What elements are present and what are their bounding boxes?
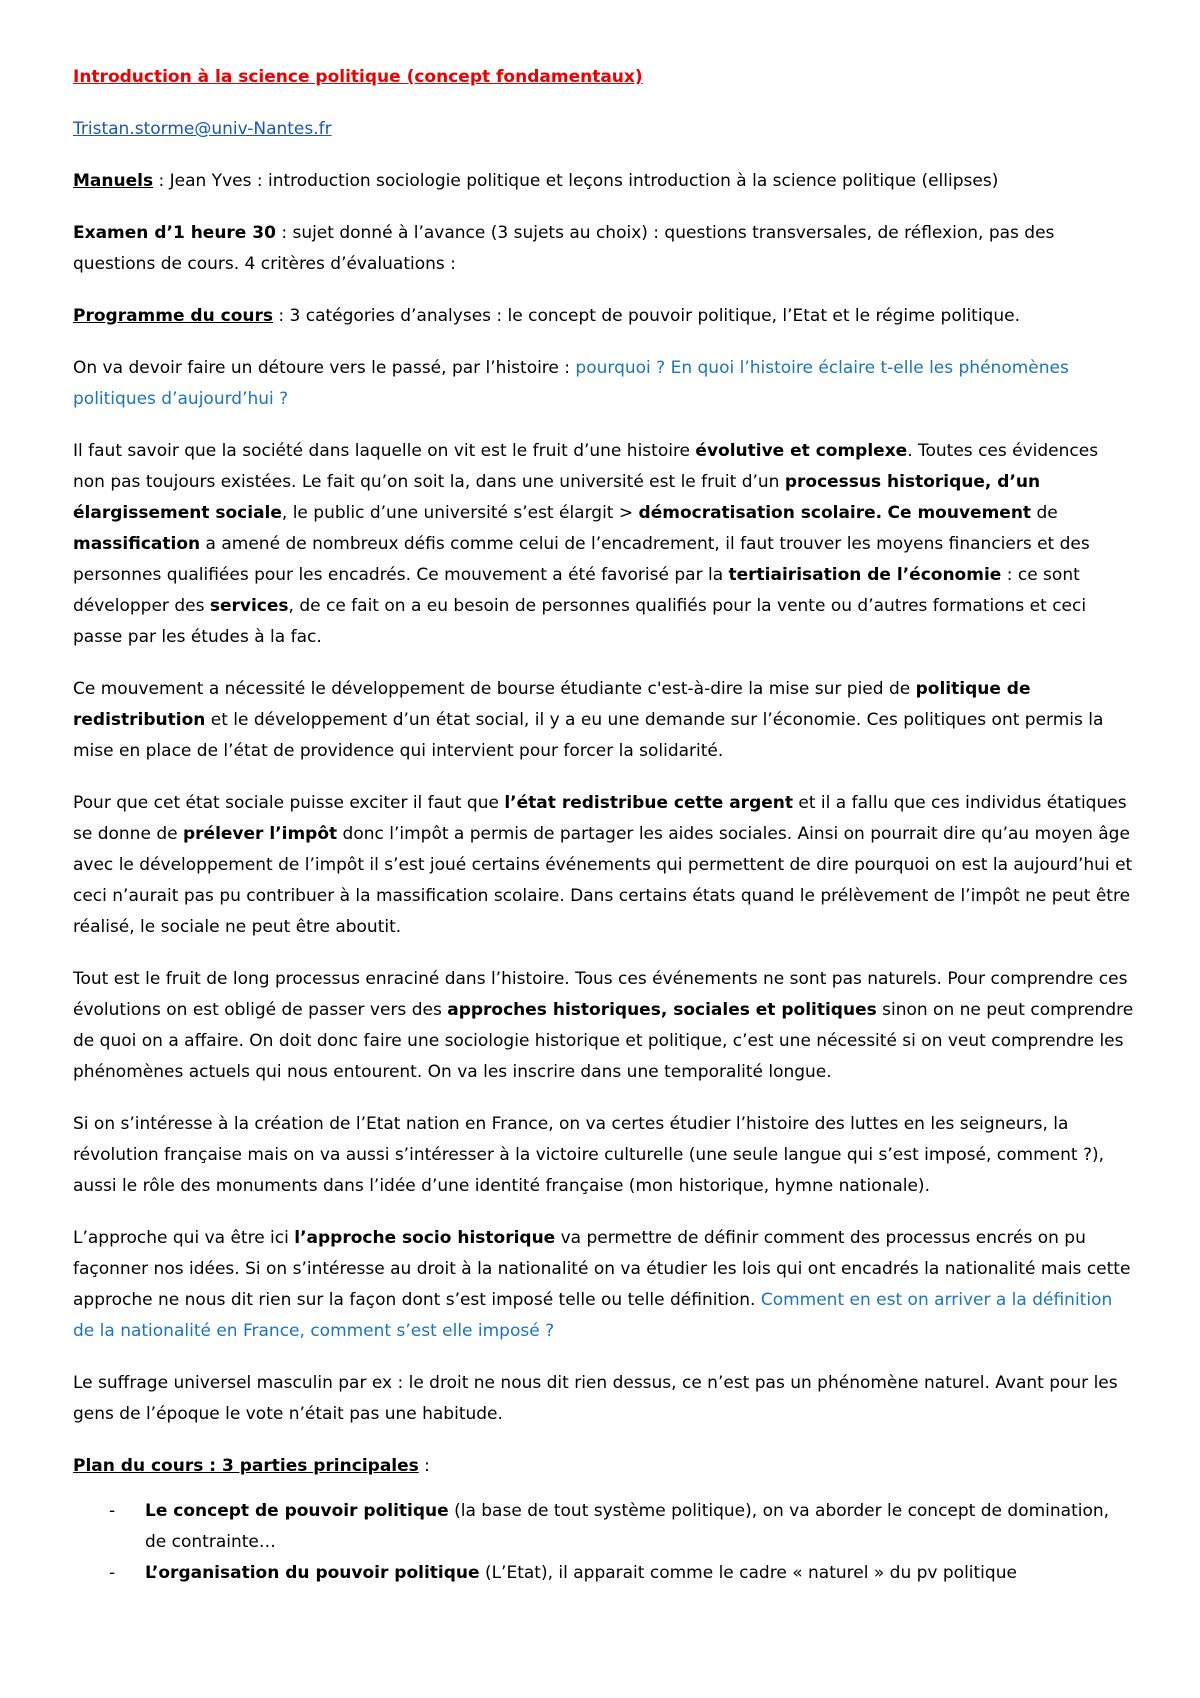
text-run: sinon on ne peut comprendre de quoi on a affaire. On doit donc faire une sociologie historique et politique, c’est une nécessité si on veut comprendre les phénomènes actuels qui nous entourent. On va les inscrire dans une temporalité longue.: [73, 1000, 1134, 1082]
plan-label: Plan du cours : 3 parties principales: [73, 1456, 419, 1476]
bold-term: approches historiques, sociales et politiques: [447, 1000, 877, 1020]
document-title: Introduction à la science politique (concept fondamentaux): [73, 67, 643, 87]
detour-question: pourquoi ? En quoi l’histoire éclaire t-elle les phénomènes politiques d’aujourd’hui ?: [73, 358, 1069, 409]
paragraph-impot: [73, 788, 1135, 943]
bold-term: évolutive et complexe: [695, 441, 908, 461]
examen-label: Examen d’1 heure 30: [73, 223, 276, 243]
examen-paragraph: [73, 218, 1135, 280]
paragraph-etat-nation: Si on s’intéresse à la création de l’Etat nation en France, on va certes étudier l’histoire des luttes en les seigneurs, la révolution française mais on va aussi s’intéresser à la victoire culturelle (une seule langue qui s’est imposé, comment ?), aussi le rôle des monuments dans l’idée d’une identité française (mon historique, hymne nationale).: [73, 1114, 1105, 1196]
dash-bullet: -: [109, 1501, 116, 1521]
text-run: de: [1031, 503, 1058, 523]
plan-list: [73, 1496, 1135, 1589]
text-run: (la base de tout système politique), on va aborder le concept de domination, de contrainte…: [145, 1501, 1110, 1552]
manuels-text: : Jean Yves : introduction sociologie politique et leçons introduction à la science politique (ellipses): [153, 171, 999, 191]
list-item: [73, 1558, 1135, 1589]
paragraph-redistribution: [73, 674, 1135, 767]
email-link[interactable]: Tristan.storme@univ-Nantes.fr: [73, 119, 332, 139]
text-run: . Toutes ces évidences non pas toujours existées. Le fait qu’on soit la, dans une université est le fruit d’un: [73, 441, 1099, 492]
email-line: [73, 114, 1135, 145]
paragraph-society: [73, 436, 1135, 653]
detour-text: On va devoir faire un détoure vers le passé, par l’histoire :: [73, 358, 576, 378]
text-run: Ce mouvement a nécessité le développement de bourse étudiante c'est-à-dire la mise sur pied de: [73, 679, 916, 699]
bold-term: tertiairisation de l’économie: [728, 565, 1002, 585]
detour-paragraph: [73, 353, 1135, 415]
programme-paragraph: [73, 301, 1135, 332]
paragraph-suffrage: Le suffrage universel masculin par ex : le droit ne nous dit rien dessus, ce n’est pas un phénomène naturel. Avant pour les gens de l’époque le vote n’était pas une habitude.: [73, 1373, 1118, 1424]
dash-bullet: -: [109, 1563, 116, 1583]
plan-heading: [73, 1451, 1135, 1482]
text-run: donc l’impôt a permis de partager les aides sociales. Ainsi on pourrait dire qu’au moyen âge avec le développement de l’impôt il s’est joué certains événements qui permettent de dire pourquoi on est la aujourd’hui et ceci n’aurait pas pu contribuer à la massification scolaire. Dans certains états quand le prélèvement de l’impôt ne peut être réalisé, le sociale ne peut être aboutit.: [73, 824, 1133, 937]
text-run: Pour que cet état sociale puisse exciter il faut que: [73, 793, 505, 813]
text-run: , de ce fait on a eu besoin de personnes qualifiés pour la vente ou d’autres formations et ceci passe par les études à la fac.: [73, 596, 1087, 647]
list-item: [73, 1496, 1135, 1558]
programme-text: : 3 catégories d’analyses : le concept de pouvoir politique, l’Etat et le régime politique.: [272, 306, 1020, 326]
text-run: a amené de nombreux défis comme celui de l’encadrement, il faut trouver les moyens financiers et des personnes qualifiées pour les encadrés. Ce mouvement a été favorisé par la: [73, 534, 1090, 585]
text-run: Tout est le fruit de long processus enraciné dans l’histoire. Tous ces événements ne sont pas naturels. Pour comprendre ces évolutions on est obligé de passer vers des: [73, 969, 1128, 1020]
text-run: et il a fallu que ces individus étatiques se donne de: [73, 793, 1127, 844]
text-run: L’approche qui va être ici: [73, 1228, 295, 1248]
paragraph-approche: [73, 1223, 1135, 1347]
document-page: [73, 62, 1135, 1589]
document-title-line: [73, 62, 1135, 93]
text-run: : ce sont développer des: [73, 565, 1080, 616]
manuels-label: Manuels: [73, 171, 154, 191]
examen-text: : sujet donné à l’avance (3 sujets au choix) : questions transversales, de réflexion, pas des questions de cours. 4 critères d’évaluations :: [73, 223, 1055, 274]
text-run: et le développement d’un état social, il y a eu une demande sur l’économie. Ces politiques ont permis la mise en place de l’état de providence qui intervient pour forcer la solidarité.: [73, 710, 1104, 761]
text-run: (L’Etat), il apparait comme le cadre « naturel » du pv politique: [479, 1563, 1017, 1583]
text-run: va permettre de définir comment des processus encrés on pu façonner nos idées. Si on s’intéresse au droit à la nationalité on va étudier les lois qui ont encadrés la nationalité mais cette approche ne nous dit rien sur la façon dont s’est imposé telle ou telle définition.: [73, 1228, 1131, 1310]
manuels-paragraph: [73, 166, 1135, 197]
bold-term: l’approche socio historique: [294, 1228, 556, 1248]
bold-term: Ce mouvement: [887, 503, 1032, 523]
programme-label: Programme du cours: [73, 306, 273, 326]
bold-term: l’état redistribue cette argent: [504, 793, 793, 813]
bold-term: démocratisation scolaire.: [638, 503, 883, 523]
bold-term: L’organisation du pouvoir politique: [145, 1563, 480, 1583]
plan-suffix: :: [418, 1456, 430, 1476]
bold-term: prélever l’impôt: [182, 824, 338, 844]
bold-term: processus historique, d’un élargissement sociale: [73, 472, 1041, 523]
text-run: Il faut savoir que la société dans laquelle on vit est le fruit d’une histoire: [73, 441, 696, 461]
bold-term: Le concept de pouvoir politique: [145, 1501, 449, 1521]
bold-term: politique de redistribution: [73, 679, 1031, 730]
bold-term: services: [209, 596, 289, 616]
nationality-question: Comment en est on arriver a la définition de la nationalité en France, comment s’est elle imposé ?: [73, 1290, 1113, 1341]
text-run: , le public d’une université s’est élargit >: [281, 503, 639, 523]
bold-term: massification: [73, 534, 201, 554]
paragraph-processus: [73, 964, 1135, 1088]
